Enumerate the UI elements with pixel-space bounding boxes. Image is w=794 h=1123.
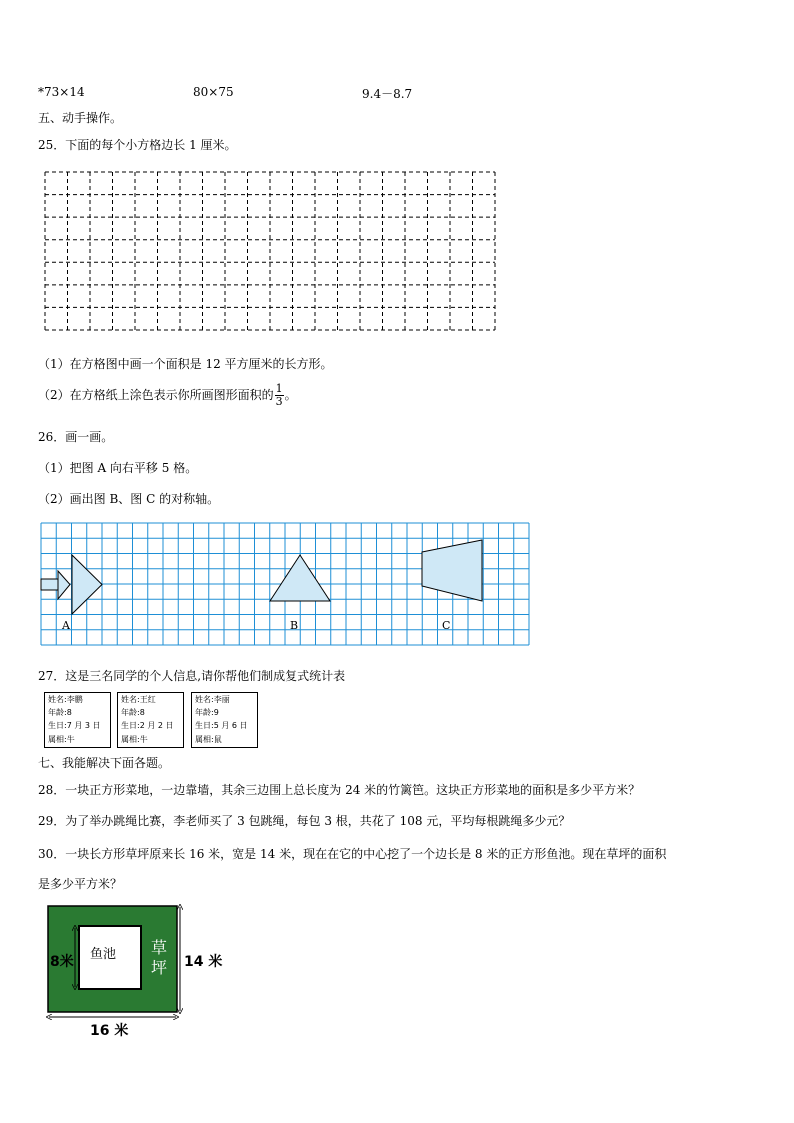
card-zodiac: 属相:牛 [121,734,148,744]
card-age: 年龄:9 [195,708,219,718]
pond-label: 鱼池 [90,947,117,962]
q25-title: 25．下面的每个小方格边长 1 厘米。 [38,138,237,152]
q25-dashed-grid [44,171,498,333]
q26-sub2: （2）画出图 B、图 C 的对称轴。 [38,492,220,506]
card-birthday: 生日:7 月 3 日 [48,721,101,731]
card-name: 姓名:王红 [121,695,156,704]
card-age: 年龄:8 [48,708,72,718]
figure-b-label: B [290,619,299,632]
section-7-title: 七、我能解决下面各题。 [38,756,171,770]
q26-title: 26．画一画。 [38,430,114,444]
fraction-one-third [275,383,284,408]
q26-figure-grid [40,522,532,648]
dim-label-14: 14 米 [184,954,223,970]
q27-title: 27．这是三名同学的个人信息,请你帮他们制成复式统计表 [38,669,346,683]
q26-sub1: （1）把图 A 向右平移 5 格。 [38,461,198,475]
card-birthday: 生日:5 月 6 日 [195,721,248,731]
calc-item-3: 9.4－8.7 [362,87,413,101]
q25-sub2-text: （2）在方格纸上涂色表示你所画图形面积的 [38,388,274,402]
dim-label-16: 16 米 [90,1023,129,1039]
card-age: 年龄:8 [121,708,145,718]
figure-a-small-triangle [58,571,70,599]
card-name: 姓名:李鹏 [48,695,83,704]
q25-sub2-end: 。 [284,388,297,402]
lawn-label-2: 坪 [151,958,168,977]
q30-lawn-diagram [38,898,238,1043]
calc-item-2: 80×75 [193,85,234,99]
figure-b-triangle [270,555,330,601]
info-card-3 [191,692,258,748]
figure-a-label: A [62,619,70,632]
card-zodiac: 属相:鼠 [195,734,222,744]
lawn-label-1: 草 [151,938,168,957]
info-card-2 [117,692,184,748]
q30-line-2: 是多少平方米？ [38,877,123,891]
card-name: 姓名:李丽 [195,695,230,704]
figure-a-rect [41,579,58,590]
figure-c-label: C [442,619,451,632]
section-5-title: 五、动手操作。 [38,111,123,125]
card-zodiac: 属相:牛 [48,734,75,744]
figure-c-trapezoid [422,540,482,601]
figure-a [41,555,102,614]
card-birthday: 生日:2 月 2 日 [121,721,174,731]
fraction-numerator: 1 [275,382,283,395]
q25-sub2 [38,383,297,408]
fraction-denominator: 3 [275,395,283,408]
dim-label-8: 8米 [50,954,74,970]
calc-item-1: *73×14 [38,85,85,99]
q28-text: 28．一块正方形菜地，一边靠墙，其余三边围上总长度为 24 米的竹篱笆。这块正方形菜地的面积是多少平方米？ [38,783,641,797]
info-card-1 [44,692,111,748]
q29-text: 29．为了举办跳绳比赛，李老师买了 3 包跳绳，每包 3 根，共花了 108 元，平均每根跳绳多少元？ [38,814,571,828]
q30-line-1: 30．一块长方形草坪原来长 16 米，宽是 14 米，现在在它的中心挖了一个边长是 8 米的正方形鱼池。现在草坪的面积 [38,847,667,861]
q25-sub1: （1）在方格图中画一个面积是 12 平方厘米的长方形。 [38,357,333,371]
